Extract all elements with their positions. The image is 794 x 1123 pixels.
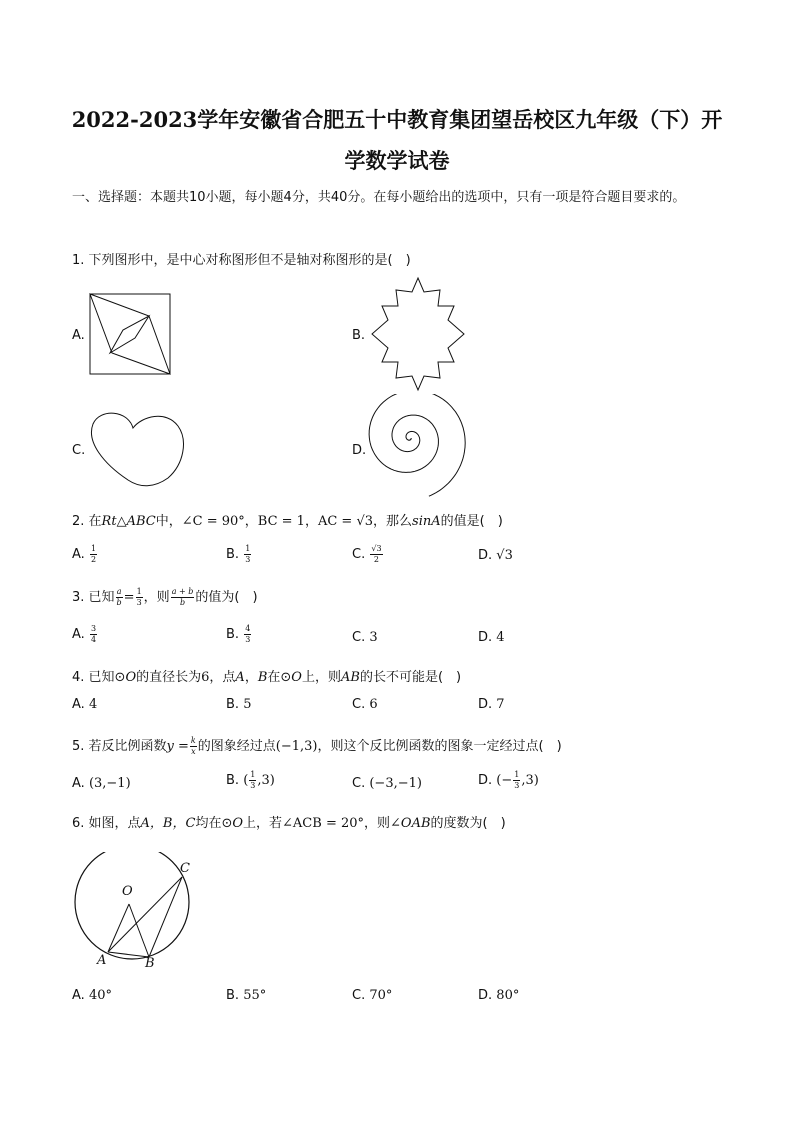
q3-fraction-13 <box>136 587 143 608</box>
q3-b-den: 3 <box>245 635 251 644</box>
q4-c-label: C. <box>352 697 366 712</box>
q3-text-3: 的值为( ) <box>195 590 258 605</box>
q2-c-num: √3 <box>371 544 382 553</box>
q2-option-a-fraction <box>90 544 97 565</box>
q4-text-1: 4. 已知⊙ <box>72 670 126 685</box>
q4-b: B <box>257 670 268 685</box>
q4-c-value: 6 <box>369 697 378 712</box>
q5-c-label: C. <box>352 776 366 791</box>
q5-option-a <box>72 776 131 791</box>
q3-text-2: ，则 <box>143 590 170 605</box>
q3-option-a-fraction <box>90 624 97 645</box>
q6-oab: ∠OAB <box>390 816 431 831</box>
q4-text-6: 的长不可能是( ) <box>359 670 462 685</box>
q2-option-d-value: √3 <box>496 548 513 563</box>
q4-d-label: D. <box>478 697 493 712</box>
q2-ac: AC = √3 <box>317 514 374 529</box>
q5-d-label: D. <box>478 773 493 788</box>
q3-option-a-label: A. <box>72 627 85 642</box>
q5-b-fraction <box>249 770 256 791</box>
page-title-line-2: 学数学试卷 <box>344 148 450 173</box>
q2-triangle: △ <box>116 514 127 529</box>
q5-text-3: ，则这个反比例函数的图象一定经过点( ) <box>317 739 562 754</box>
q4-text-3: ，点 <box>209 670 236 685</box>
q1-option-b-label: B. <box>352 328 366 343</box>
q5-b-pre: ( <box>243 773 249 788</box>
q5-option-d <box>478 770 539 791</box>
q5-d-post: ,3) <box>521 773 539 788</box>
q6-a-label: A. <box>72 988 85 1003</box>
q2-text-3: ，那么 <box>373 514 413 529</box>
q3-option-c-value: 3 <box>369 630 378 645</box>
q2-sina: sinA <box>412 514 441 529</box>
q3-option-d-value: 4 <box>496 630 505 645</box>
q3-fraction-apb <box>171 587 195 608</box>
q5-point: (−1,3) <box>275 739 318 754</box>
q4-a-value: 4 <box>88 697 98 712</box>
q6-text-4: ，则 <box>364 816 391 831</box>
q4-option-a <box>72 697 97 712</box>
q5-b-den: 3 <box>250 781 256 790</box>
q5-c-value: (−3,−1) <box>369 776 422 791</box>
q2-text-2: 中， <box>155 514 182 529</box>
q3-f3-num: a + b <box>171 587 194 596</box>
q2-option-b-label: B. <box>226 547 240 562</box>
q3-option-a <box>72 624 98 645</box>
q3-a-num: 3 <box>90 624 97 633</box>
q5-b-num: 1 <box>250 770 256 779</box>
q1-figure-b-snowflake <box>368 276 468 392</box>
question-6-stem <box>72 812 506 831</box>
q1-figure-a-squares <box>88 292 172 376</box>
q4-ab: AB <box>340 670 360 685</box>
q2-text-1: 2. 在 <box>72 514 102 529</box>
q6-points: A，B，C <box>140 816 196 831</box>
q6-text-3: 上，若 <box>243 816 283 831</box>
q5-d-den: 3 <box>514 781 520 790</box>
q6-label-o: O <box>122 884 133 899</box>
q6-label-a: A <box>97 953 107 968</box>
q6-text-5: 的度数为( ) <box>430 816 506 831</box>
question-1-stem: 1. 下列图形中，是中心对称图形但不是轴对称图形的是( ) <box>72 253 411 268</box>
q2-bc: BC = 1 <box>257 514 305 529</box>
q2-a-den: 2 <box>90 555 97 564</box>
q4-text-5: 上，则 <box>301 670 341 685</box>
q3-option-b-fraction <box>244 624 251 645</box>
q6-circle <box>75 852 189 959</box>
q1-option-c-label: C. <box>72 443 86 458</box>
q5-b-post: ,3) <box>257 773 275 788</box>
q3-option-b <box>226 624 252 645</box>
q2-comma: ， <box>244 514 258 529</box>
q3-fraction-ab <box>116 587 123 608</box>
q2-a-num: 1 <box>90 544 97 553</box>
q4-text-2: 的直径长为 <box>136 670 202 685</box>
q3-option-d-label: D. <box>478 630 493 645</box>
q4-a: A <box>235 670 245 685</box>
q6-b-label: B. <box>226 988 240 1003</box>
q2-option-d-label: D. <box>478 548 493 563</box>
q3-f2-den: 3 <box>136 598 142 607</box>
q6-option-d <box>478 988 519 1003</box>
q5-option-c <box>352 776 422 791</box>
q2-angle-c: ∠C = 90° <box>181 514 245 529</box>
q6-c-value: 70° <box>369 988 393 1003</box>
page-title-line-1: 2022-2023学年安徽省合肥五十中教育集团望岳校区九年级（下）开 <box>71 107 723 132</box>
q4-six: 6 <box>201 670 210 685</box>
q6-d-value: 80° <box>496 988 520 1003</box>
q3-option-c-label: C. <box>352 630 366 645</box>
question-3-stem <box>72 586 258 608</box>
q5-d-num: 1 <box>514 770 520 779</box>
q5-b-label: B. <box>226 773 240 788</box>
q6-a-value: 40° <box>88 988 112 1003</box>
q3-f2-num: 1 <box>136 587 142 596</box>
q3-a-den: 4 <box>90 635 97 644</box>
q5-text-1: 5. 若反比例函数 <box>72 739 167 754</box>
q6-text-1: 6. 如图，点 <box>72 816 141 831</box>
q5-a-label: A. <box>72 776 85 791</box>
q6-line-bc <box>149 877 182 957</box>
q2-option-d <box>478 548 513 563</box>
q2-option-c-label: C. <box>352 547 366 562</box>
q3-option-b-label: B. <box>226 627 240 642</box>
q3-text-1: 3. 已知 <box>72 590 115 605</box>
q2-b-num: 1 <box>245 544 251 553</box>
q5-text-2: 的图象经过点 <box>197 739 276 754</box>
q6-option-b <box>226 988 266 1003</box>
q4-a-label: A. <box>72 697 85 712</box>
q2-text-4: 的值是( ) <box>440 514 503 529</box>
q5-option-b <box>226 770 275 791</box>
q6-text-2: 均在⊙ <box>195 816 233 831</box>
q4-sep: ， <box>244 670 258 685</box>
q2-comma-2: ， <box>304 514 318 529</box>
q3-equals: = <box>123 590 135 605</box>
q4-o2: O <box>291 670 302 685</box>
q5-d-pre: (− <box>496 773 513 788</box>
q6-o: O <box>232 816 244 831</box>
q4-b-label: B. <box>226 697 240 712</box>
q3-option-d <box>478 630 505 645</box>
q4-o: O <box>125 670 137 685</box>
q4-text-4: 在⊙ <box>267 670 292 685</box>
q3-f1-num: a <box>116 587 122 596</box>
q4-option-d <box>478 697 505 712</box>
q2-abc: ABC <box>126 514 156 529</box>
q5-f-den: x <box>191 747 196 756</box>
q6-option-c <box>352 988 392 1003</box>
q1-figure-c-heart <box>88 404 188 490</box>
q3-f1-den: b <box>116 598 122 607</box>
q3-option-c <box>352 630 378 645</box>
q2-option-a <box>72 544 98 565</box>
q6-line-ob <box>129 904 149 957</box>
q4-b-value: 5 <box>243 697 252 712</box>
q2-option-c-fraction <box>370 544 382 565</box>
q6-label-c: C <box>180 861 190 876</box>
question-5-stem <box>72 735 562 757</box>
q5-d-fraction <box>513 770 520 791</box>
q1-option-d-label: D. <box>352 443 367 458</box>
q2-option-b-fraction <box>244 544 251 565</box>
question-2-stem <box>72 510 503 529</box>
q6-condition: ∠ACB = 20° <box>282 816 365 831</box>
q6-line-ac <box>108 877 182 952</box>
q6-line-ao <box>108 904 129 952</box>
q5-a-value: (3,−1) <box>88 776 131 791</box>
q5-y: y = <box>166 739 189 754</box>
q3-b-num: 4 <box>245 624 251 633</box>
q5-fraction-kx <box>190 736 197 757</box>
q6-b-value: 55° <box>243 988 267 1003</box>
q3-f3-den: b <box>179 598 186 607</box>
q2-rt: Rt <box>101 514 117 529</box>
q6-d-label: D. <box>478 988 493 1003</box>
q1-option-a-label: A. <box>72 328 85 343</box>
q6-c-label: C. <box>352 988 366 1003</box>
q2-option-a-label: A. <box>72 547 85 562</box>
q4-option-b <box>226 697 251 712</box>
question-4-stem <box>72 666 461 685</box>
q5-f-num: k <box>190 736 196 745</box>
q4-option-c <box>352 697 378 712</box>
q2-c-den: 2 <box>373 555 379 564</box>
q6-option-a <box>72 988 112 1003</box>
q6-label-b: B <box>145 956 155 971</box>
q4-d-value: 7 <box>496 697 505 712</box>
q2-option-c <box>352 544 384 565</box>
q2-option-b <box>226 544 252 565</box>
q1-figure-d-spiral <box>366 394 486 504</box>
section-instructions: 一、选择题：本题共10小题，每小题4分，共40分。在每小题给出的选项中，只有一项是符合题目要求的。 <box>72 190 686 205</box>
q2-b-den: 3 <box>245 555 251 564</box>
